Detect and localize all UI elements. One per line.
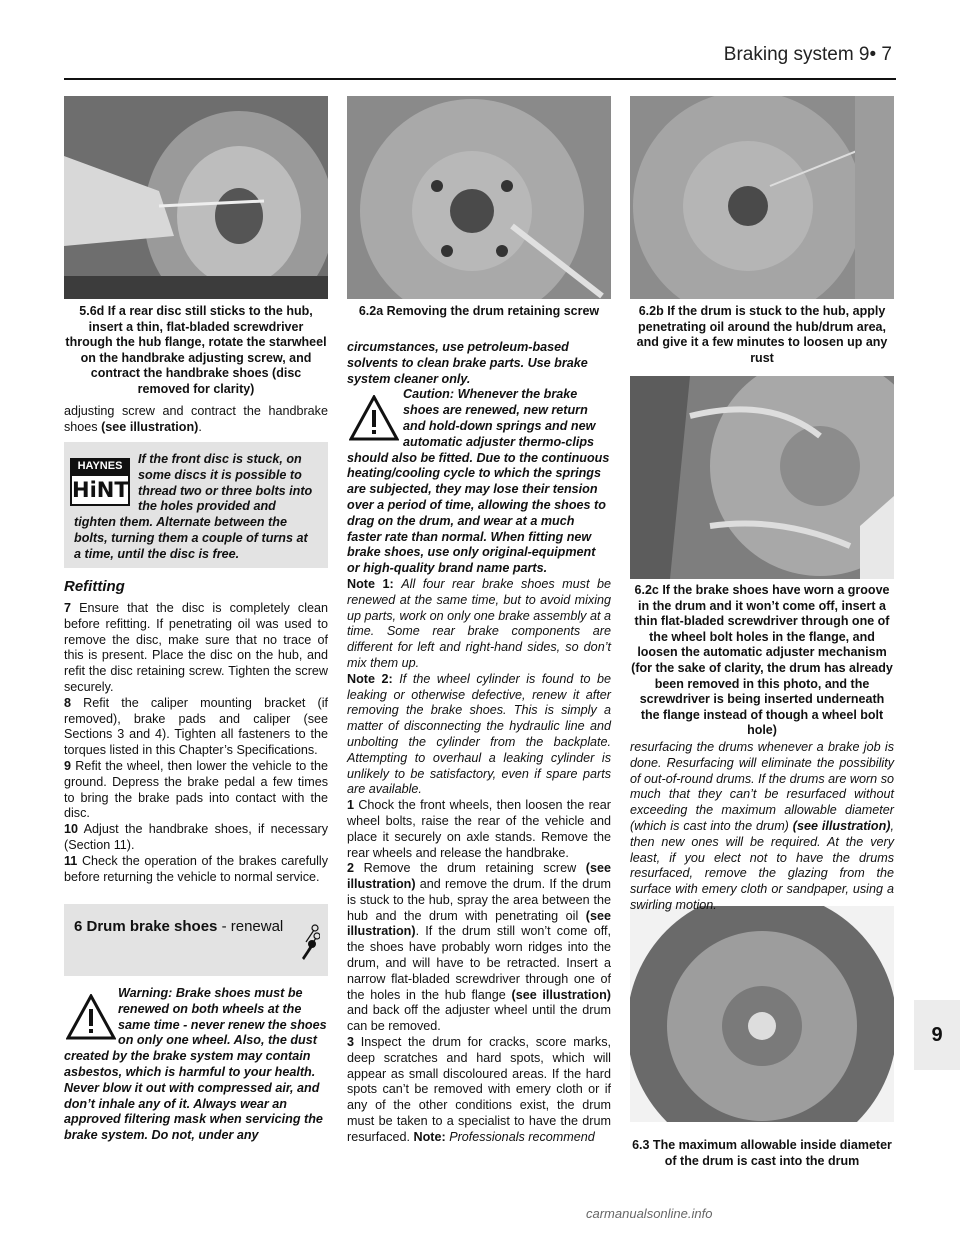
step-11 bbox=[64, 854, 328, 886]
caption-6-2c: 6.2c If the brake shoes have worn a groove in the drum and it won’t come off, insert a thin flat-bladed screwdriver through one of the wheel bolt holes in the flange, and loosen the automatic adjuster mechanism (for the sake of clarity, the drum has already been removed in this photo, and the screwdriver is being inserted underneath the flange instead of though a wheel bolt hole) bbox=[631, 583, 893, 738]
step-9-text: Refit the wheel, then lower the vehicle to the ground. Depress the brake pedal a few times to bring the brake pads into contact with the disc. bbox=[64, 758, 329, 821]
refitting-steps bbox=[64, 601, 328, 885]
col1-intro-ref[interactable]: (see illustration) bbox=[101, 419, 199, 434]
hint-logo-top: HAYNES bbox=[70, 458, 130, 474]
col3-text-ref[interactable]: (see illustration) bbox=[792, 818, 891, 833]
chapter-tab: 9 bbox=[914, 1000, 960, 1070]
step-8-text: Refit the caliper mounting bracket (if removed), brake pads and caliper (see Sections 3 and 4). Tighten all fasteners to the torques listed in this Chapter’s Specifications. bbox=[64, 695, 329, 758]
note-2 bbox=[347, 672, 611, 798]
drum-step-2-ref-3[interactable]: (see illustration) bbox=[511, 987, 611, 1002]
drum-step-3-note: Professionals recommend bbox=[449, 1129, 595, 1144]
footer-watermark: carmanualsonline.info bbox=[586, 1206, 713, 1221]
warning-block bbox=[64, 986, 328, 1144]
hint-float bbox=[74, 452, 134, 508]
note-2-label: Note 2: bbox=[347, 671, 393, 686]
note-1 bbox=[347, 577, 611, 672]
drum-step-3 bbox=[347, 1035, 611, 1146]
step-7-text: Ensure that the disc is completely clean before refitting. If penetrating oil was used to remove the disc, make sure that no trace of this is present. Place the disc on the hub, and refit the disc retaining screw. Tighten the screw securely. bbox=[64, 601, 329, 694]
caution-block bbox=[347, 387, 611, 577]
photo-6-2c-image bbox=[630, 376, 894, 579]
drum-step-2-c: . If the drum still won’t come off, the shoes have probably worn ridges into the drum, and will have to be retracted. Insert a narrow flat-bladed screwdriver through one of the holes in the hub flange bbox=[347, 924, 611, 1002]
difficulty-spanner-icon bbox=[298, 922, 320, 964]
photo-5-6d-image bbox=[64, 96, 328, 299]
drum-step-1-num: 1 bbox=[347, 798, 355, 813]
drum-step-3-note-label: Note: bbox=[413, 1129, 446, 1144]
photo-6-3 bbox=[630, 906, 894, 1122]
col1-intro-text: adjusting screw and contract the handbrake shoes bbox=[64, 404, 328, 434]
step-8 bbox=[64, 696, 328, 759]
drum-step-2-ref-2[interactable]: (see illustration) bbox=[347, 908, 612, 939]
photo-6-2b bbox=[630, 96, 894, 299]
step-9 bbox=[64, 759, 328, 822]
step-9-num: 9 bbox=[64, 758, 72, 773]
hint-body: If the front disc is stuck, on some discs it is possible to thread two or three bolts into the holes provided and tighten them. Alternate between the bolts, turning them a couple of turns at a time, until the disc is free. bbox=[74, 452, 313, 561]
step-11-num: 11 bbox=[64, 853, 78, 868]
step-7-num: 7 bbox=[64, 601, 72, 615]
drum-step-2-num: 2 bbox=[347, 861, 355, 876]
caption-6-2b: 6.2b If the drum is stuck to the hub, apply penetrating oil around the hub/drum area, and give it a few minutes to loosen up any rust bbox=[636, 304, 888, 365]
drum-step-1-text: Chock the front wheels, then loosen the rear wheel bolts, raise the rear of the vehicle and place it securely on axle stands. Remove the rear wheels and release the handbrake. bbox=[347, 798, 611, 860]
photo-6-3-image bbox=[630, 906, 894, 1122]
photo-6-2a-image bbox=[347, 96, 611, 299]
step-11-text: Check the operation of the brakes carefully before returning the vehicle to normal service. bbox=[64, 853, 328, 884]
photo-6-2a bbox=[347, 96, 611, 299]
drum-step-2-a: Remove the drum retaining screw bbox=[363, 861, 577, 876]
step-10-text: Adjust the handbrake shoes, if necessary (Section 11). bbox=[64, 822, 328, 852]
haynes-hint-box bbox=[64, 442, 328, 568]
header-rule bbox=[64, 78, 896, 80]
step-10 bbox=[64, 822, 328, 854]
col3-text-a: resurfacing the drums whenever a brake job is done. Resurfacing will eliminate the possibility of out-of-round drums. If the drums are worn so much that they can’t be resurfaced without exceeding the maximum allowable diameter (which is cast into the drum) bbox=[630, 740, 894, 833]
col2-text bbox=[347, 340, 611, 1146]
warning-triangle-icon bbox=[66, 994, 116, 1040]
photo-5-6d bbox=[64, 96, 328, 299]
photo-6-2b-image bbox=[630, 96, 894, 299]
note-2-text: If the wheel cylinder is found to be leaking or otherwise defective, renew it after removing the brake shoes. This is simply a matter of disconnecting the hydraulic line and unbolting the cylinder from the backplate. Attempting to overhaul a leaking cylinder is unlikely to be satisfactory, even if spare parts are available. bbox=[347, 671, 612, 797]
caption-5-6d: 5.6d If a rear disc still sticks to the hub, insert a thin, flat-bladed screwdriver through the hub flange, rotate the starwheel on the handbrake adjusting screw, and contract the handbrake shoes (disc removed for clarity) bbox=[65, 304, 327, 396]
hint-text bbox=[74, 452, 318, 563]
note-1-text: All four rear brake shoes must be renewed at the same time, but to avoid mixing up parts, work on only one brake assembly at a time. Some rear brake components are different for left and right-hand sides, so don’t mix them up. bbox=[347, 576, 612, 670]
drum-step-1 bbox=[347, 798, 611, 861]
page-title: Braking system 9• 7 bbox=[723, 44, 892, 65]
step-8-num: 8 bbox=[64, 695, 72, 710]
col3-text-b: , then new ones will be required. At the very least, if you elect not to have the drums resurfaced, remove the glazing from the surface with emery cloth or sandpaper, using a swirling motion. bbox=[630, 818, 894, 912]
step-7 bbox=[64, 601, 328, 696]
caption-6-3: 6.3 The maximum allowable inside diameter of the drum is cast into the drum bbox=[632, 1138, 892, 1168]
drum-step-3-num: 3 bbox=[347, 1035, 355, 1050]
section-6-title-main: 6 Drum brake shoes bbox=[74, 918, 218, 935]
section-6-title-suffix: - renewal bbox=[217, 918, 284, 935]
warning-continued: circumstances, use petroleum-based solvents to clean brake parts. Use brake system cleaner only. bbox=[347, 340, 588, 386]
photo-6-2c bbox=[630, 376, 894, 579]
section-6-title bbox=[74, 918, 283, 935]
drum-step-2-d: and back off the adjuster wheel until the drum can be removed. bbox=[347, 1003, 611, 1034]
hint-logo-bottom: HiNT bbox=[70, 474, 130, 506]
col3-text bbox=[630, 740, 894, 914]
refitting-heading: Refitting bbox=[64, 578, 125, 595]
step-10-num: 10 bbox=[64, 822, 79, 837]
drum-step-2-ref-1[interactable]: (see illustration) bbox=[347, 861, 611, 892]
caution-body: Caution: Whenever the brake shoes are renewed, new return and hold-down springs and new automatic adjuster thermo-clips should also be fitted. Due to the continuous heating/cooling cycle to which the springs are subjected, they may lose their tension over a period of time, allowing the shoes to drag on the drum, and wear at a much faster rate than normal. When fitting new brake shoes, use only original-equipment or high-quality brand name parts. bbox=[347, 387, 610, 576]
section-6-header bbox=[64, 904, 328, 976]
drum-step-2-b: and remove the drum. If the drum is stuck to the hub, spray the area between the hub and the drum with penetrating oil bbox=[347, 877, 611, 923]
warning-body: Warning: Brake shoes must be renewed on both wheels at the same time - never renew the shoes on only one wheel. Also, the dust created by the brake system may contain asbestos, which is harmful to your health. Never blow it out with compressed air, and don’t inhale any of it. Always wear an approved filtering mask when servicing the brake system. Do not, under any bbox=[64, 986, 327, 1143]
note-1-label: Note 1: bbox=[347, 576, 394, 591]
caution-triangle-icon bbox=[349, 395, 399, 441]
drum-step-2 bbox=[347, 861, 611, 1035]
drum-step-3-text: Inspect the drum for cracks, score marks, deep scratches and hard spots, which will appear as small discoloured areas. If the hard spots can’t be removed with emery cloth or if any of the other conditions exist, the drum must be taken to a specialist to have the drum resurfaced. bbox=[347, 1035, 611, 1144]
caption-6-2a: 6.2a Removing the drum retaining screw bbox=[358, 304, 600, 318]
col1-intro: adjusting screw and contract the handbrake shoes (see illustration). bbox=[64, 404, 328, 434]
